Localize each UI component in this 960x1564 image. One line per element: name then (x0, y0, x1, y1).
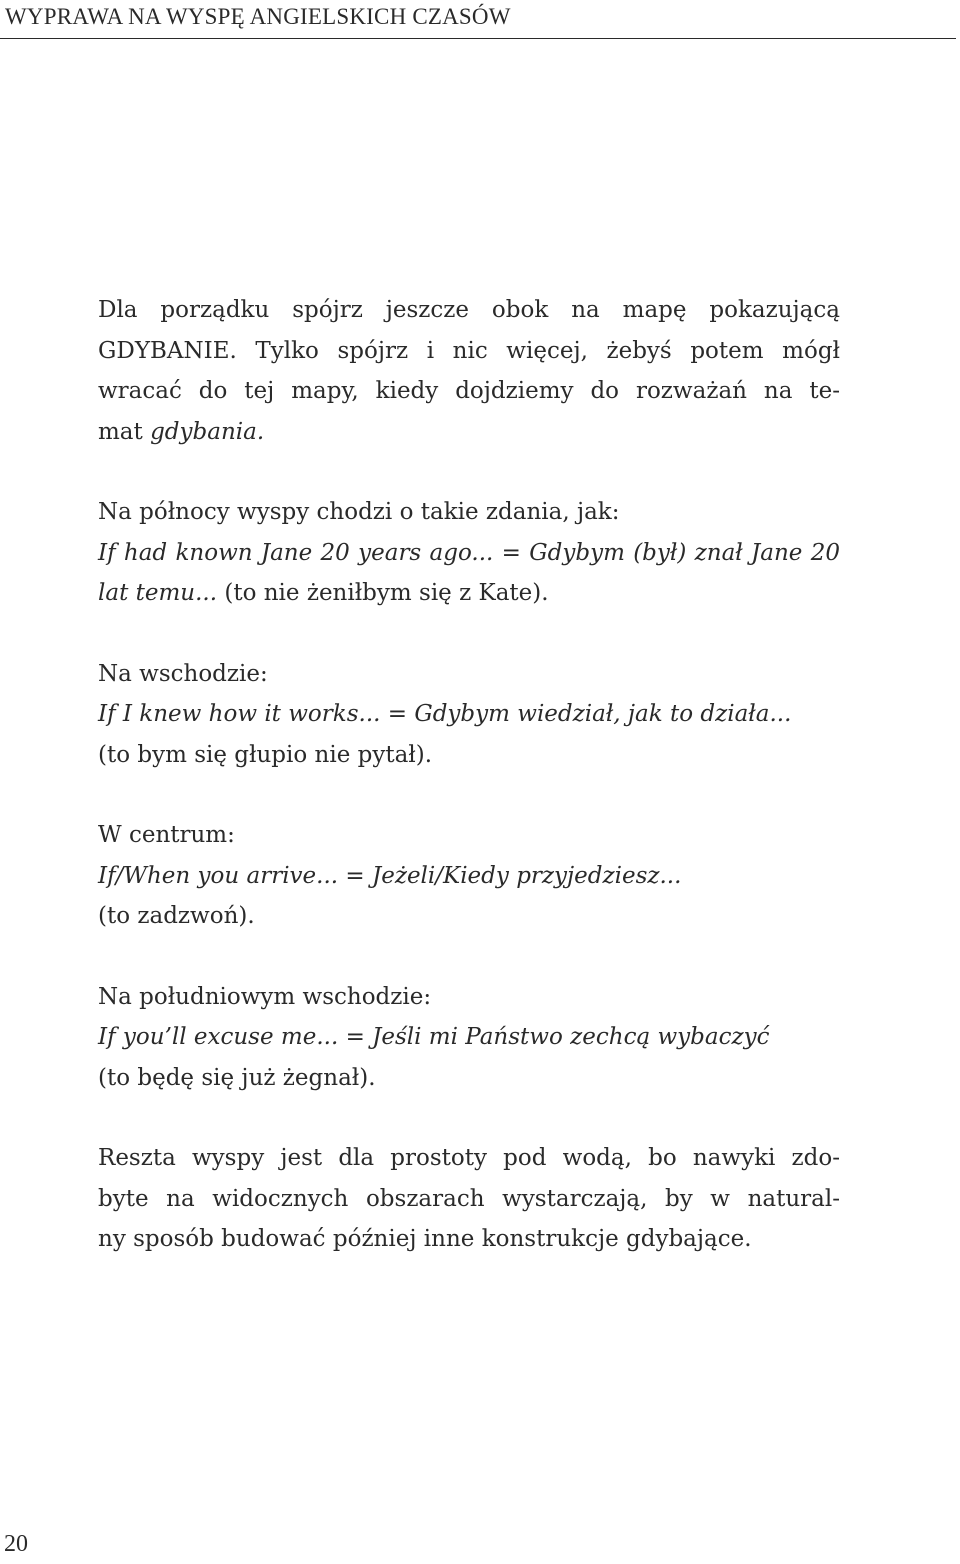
text-line: byte na widocznych obszarach wystarczają, by w natural- (98, 1185, 840, 1212)
example-sentence: If/When you arrive... = Jeżeli/Kiedy przyjedziesz... (98, 862, 682, 889)
section-label: Na południowym wschodzie: (98, 983, 432, 1010)
example-sentence: If you’ll excuse me... = Jeśli mi Państwo zechcą wybaczyć (98, 1024, 770, 1050)
section-label: Na wschodzie: (98, 660, 268, 687)
text-line: ny sposób budować później inne konstrukcje gdybające. (98, 1226, 752, 1252)
paragraph-north (98, 492, 840, 614)
text-line: Dla porządku spójrz jeszcze obok na mapę pokazującą (98, 297, 840, 323)
text-line (98, 412, 840, 453)
paragraph-east (98, 654, 840, 776)
text-line: GDYBANIE. Tylko spójrz i nic więcej, żebyś potem mógł (98, 337, 840, 364)
paragraph-center (98, 815, 840, 937)
running-head: WYPRAWA NA WYSPĘ ANGIELSKICH CZASÓW (5, 4, 511, 29)
equals-sign: = (493, 539, 530, 566)
text-fragment: mat (98, 418, 151, 445)
example-comment: (to zadzwoń). (98, 903, 255, 929)
paragraph-rest (98, 1138, 840, 1260)
example-sentence: If I knew how it works... = Gdybym wiedział, jak to działa... (98, 701, 792, 727)
page-body (98, 290, 840, 1260)
example-comment: (to bym się głupio nie pytał). (98, 741, 433, 768)
section-label: Na północy wyspy chodzi o takie zdania, jak: (98, 499, 620, 525)
header-rule (0, 38, 956, 39)
page-number: 20 (4, 1531, 28, 1557)
italic-term: gdybania. (150, 418, 265, 445)
section-label: W centrum: (98, 822, 235, 848)
paragraph-intro (98, 290, 840, 452)
example-polish: Gdybym (był) znał Jane 20 lat temu... (98, 539, 840, 606)
example-comment: (to nie żeniłbym się z Kate). (217, 580, 549, 606)
text-line: Reszta wyspy jest dla prostoty pod wodą, bo nawyki zdo- (98, 1145, 840, 1171)
text-line: wracać do tej mapy, kiedy dojdziemy do rozważań na te- (98, 378, 840, 404)
example-comment: (to będę się już żegnał). (98, 1064, 376, 1091)
example-english: If had known Jane 20 years ago... (98, 539, 494, 566)
paragraph-south-east (98, 977, 840, 1099)
